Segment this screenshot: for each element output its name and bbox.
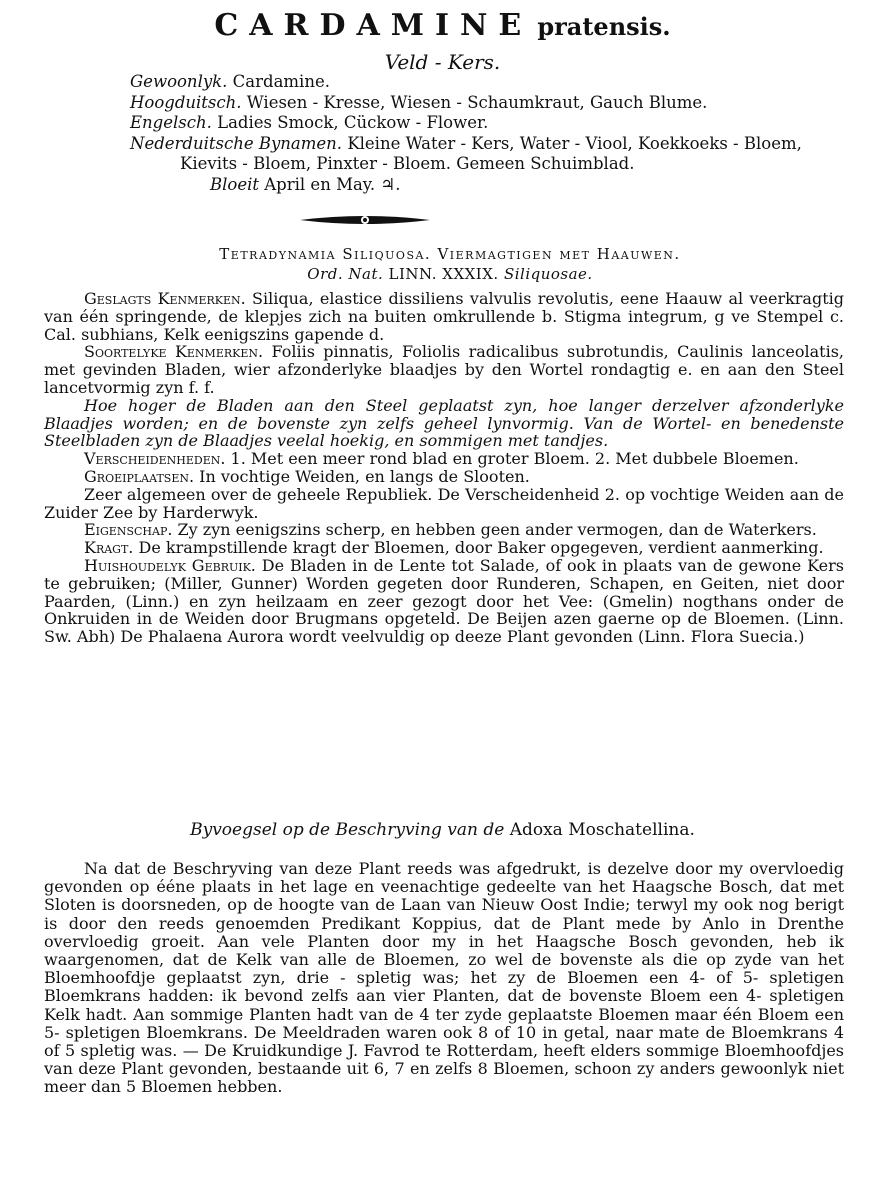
paragraph: Soortelyke Kenmerken. Foliis pinnatis, Foliolis radicalibus subrotundis, Caulinis lanceolatis, met gevinden Bladen, wier afzonderlyke blaadjes by den Wortel rondagtig e. en aan den Steel lancetvormig zyn f. f. [44,342,844,397]
name-line: Gewoonlyk. Cardamine. [130,72,330,91]
name-line: Nederduitsche Bynamen. Kleine Water - Kers, Water - Viool, Koekkoeks - Bloem, [130,133,802,153]
genus-name: CARDAMINE [214,8,533,43]
name-line: Kievits - Bloem, Pinxter - Bloem. Gemeen Schuimblad. [180,154,635,173]
paragraph: Hoe hoger de Bladen aan den Steel geplaatst zyn, hoe langer derzelver afzonderlyke Blaadjes worden; en de bovenste zyn zelfs geheel lynvormig. Van de Wortel- en benedenste Steelbladen zyn de Blaadjes veelal hoekig, en sommigen met tandjes. [44,395,844,451]
name-line: Bloeit April en May. ♃. [210,174,401,194]
addendum-heading: Byvoegsel op de Beschryving van de Adoxa Moschatellina. [190,820,695,840]
page-title [0,8,885,43]
name-line: Hoogduitsch. Wiesen - Kresse, Wiesen - Schaumkraut, Gauch Blume. [130,92,708,112]
description-body [44,290,844,646]
species-name: pratensis. [537,12,671,41]
classification [60,244,840,284]
paragraph: Na dat de Beschryving van deze Plant reeds was afgedrukt, is dezelve door my overvloedig gevonden op ééne plaats in het lage en veenachtige gedeelte van het Haagsche Bosch, dat met Sloten is doorsneden, op de hoogte van de Laan van Nieuw Oost Indie; terwyl my ook nog berigt is door den reeds genoemden Predikant Koppius, dat de Plant mede by Anlo in Drenthe overvloedig groeit. Aan vele Planten door my in het Haagsche Bosch gevonden, heb ik waargenomen, dat de Kelk van alle de Bloemen, zo wel de bovenste als die op zyde van het Bloemhoofdje geplaatst zyn, drie - spletig was; het zy de Bloemen een 4- of 5- spletigen Bloemkrans hadden: ik bevond zelfs aan vier Planten, dat de bovenste Bloem een 4- spletigen Kelk hadt. Aan sommige Planten hadt van de 4 ter zyde geplaatste Bloemen maar één Bloem een 5- spletigen Bloemkrans. De Meeldraden waren ook 8 of 10 in getal, naar mate de Bloemkrans 4 of 5 spletig was. — De Kruidkundige J. Favrod te Rotterdam, heeft elders sommige Bloemhoofdjes van deze Plant gevonden, bestaande uit 6, 7 en zelfs 8 Bloemen, schoon zy anders gewoonlyk niet meer dan 5 Bloemen hebben. [44,859,844,1097]
paragraph: Geslagts Kenmerken. Siliqua, elastice dissiliens valvulis revolutis, eene Haauw al veerkragtig van één springende, de klepjes zich na buiten omkrullende b. Stigma integrum, g ve Stempel c. Cal. subhians, Kelk eenigszins gapende d. [44,289,844,344]
order-line: Ord. Nat. LINN. XXXIX. Siliquosae. [307,265,593,283]
common-names-list [130,72,850,195]
paragraph: Eigenschap. Zy zyn eenigszins scherp, en hebben geen ander vermogen, dan de Waterkers. [84,520,817,540]
paragraph: Zeer algemeen over de geheele Republiek. De Verscheidenheid 2. op vochtige Weiden aan de Zuider Zee by Harderwyk. [44,484,844,522]
ornamental-divider [295,210,435,230]
class-line: Tetradynamia Siliquosa. Viermagtigen met Haauwen. [219,245,681,263]
name-line: Engelsch. Ladies Smock, Cückow - Flower. [130,113,489,132]
vernacular-name: Veld - Kers. [384,50,501,74]
paragraph: Kragt. De krampstillende kragt der Bloemen, door Baker opgegeven, verdient aanmerking. [84,538,824,558]
paragraph: Huishoudelyk Gebruik. De Bladen in de Lente tot Salade, of ook in plaats van de gewone Kers te gebruiken; (Miller, Gunner) Worden gegeten door Runderen, Schapen, en Geiten, niet door Paarden, (Linn.) en zyn heilzaam en zeer gezogt door het Vee: (Gmelin) nogthans onder de Onkruiden in de Weiden door Brugmans opgeteld. De Beijen azen gaerne op de Bloemen. (Linn. Sw. Abh) De Phalaena Aurora wordt veelvuldig op deeze Plant gevonden (Linn. Flora Suecia.) [44,555,845,647]
addendum-body [44,860,844,1097]
paragraph: Groeiplaatsen. In vochtige Weiden, en langs de Slooten. [84,466,530,486]
paragraph: Verscheidenheden. 1. Met een meer rond blad en groter Bloem. 2. Met dubbele Bloemen. [84,449,799,469]
